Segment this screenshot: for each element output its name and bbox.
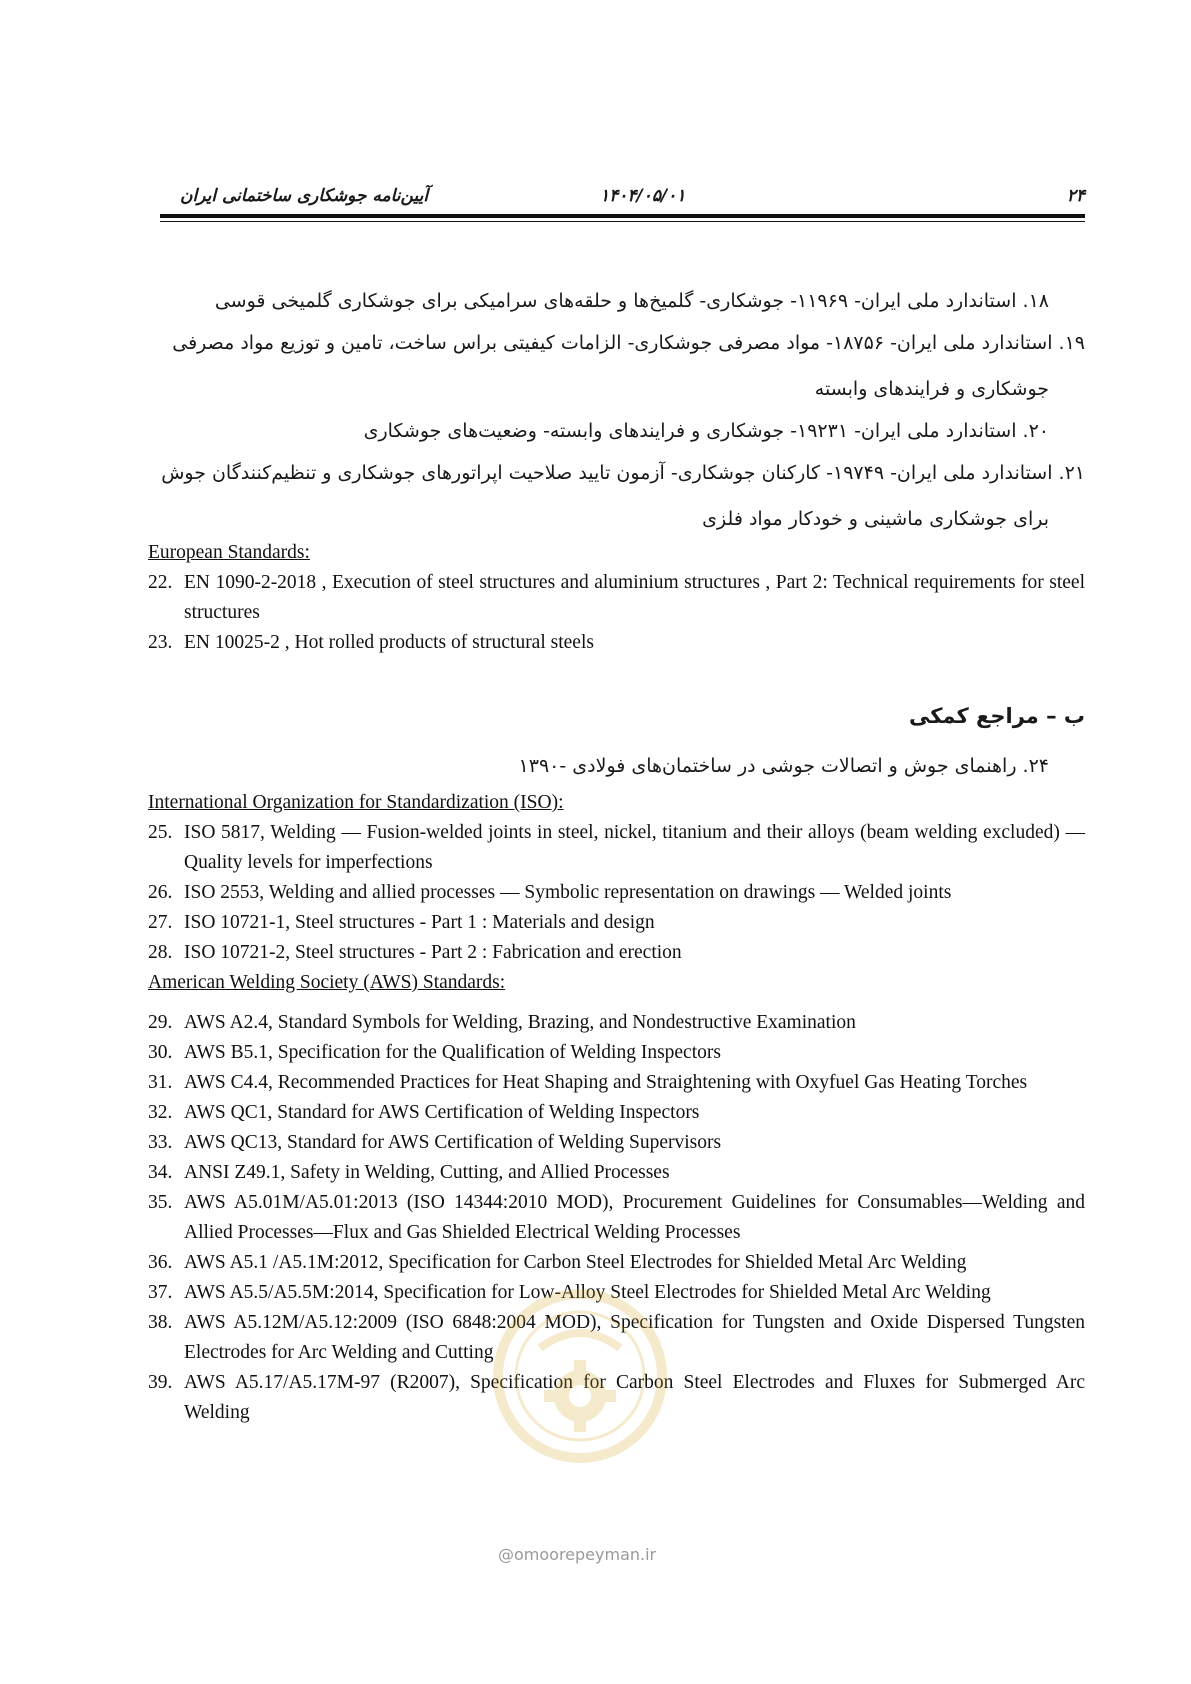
item-number: 30. <box>148 1042 173 1063</box>
document-title: آیین‌نامه جوشکاری ساختمانی ایران <box>180 186 429 206</box>
gear-icon <box>544 1360 616 1432</box>
auxiliary-references-heading: ب – مراجع کمکی <box>908 704 1085 728</box>
item-text: EN 10025-2 , Hot rolled products of structural steels <box>184 632 594 653</box>
item-number: 37. <box>148 1282 173 1303</box>
item-text: AWS A5.5/A5.5M:2014, Specification for Low-Alloy Steel Electrodes for Shielded Metal Arc Welding <box>184 1282 991 1303</box>
reference-item-34 <box>148 1158 1085 1188</box>
european-standards-list <box>148 568 1085 658</box>
header-rule-thick <box>160 214 1085 218</box>
reference-item-21: ۲۱. استاندارد ملی ایران- ۱۹۷۴۹- کارکنان جوشکاری- آزمون تایید صلاحیت اپراتورهای جوشکاری و تنظیم‌کنندگان جوش برای جوشکاری ماشینی و خودکار مواد فلزی <box>161 462 1085 530</box>
item-number: 29. <box>148 1012 173 1033</box>
item-number: 27. <box>148 912 173 933</box>
reference-item-23 <box>148 628 1085 658</box>
aws-standards-label: American Welding Society (AWS) Standards: <box>148 972 506 993</box>
reference-item-35 <box>148 1188 1085 1248</box>
item-text: ANSI Z49.1, Safety in Welding, Cutting, and Allied Processes <box>184 1162 670 1183</box>
header-date: ۱۴۰۴/۰۵/۰۱ <box>600 186 686 206</box>
reference-item-30 <box>148 1038 1085 1068</box>
persian-reference-list <box>148 278 1085 542</box>
watermark-logo <box>492 1288 668 1464</box>
european-standards-label: European Standards: <box>148 542 310 563</box>
item-number: 38. <box>148 1312 173 1333</box>
reference-item-25 <box>148 818 1085 878</box>
reference-item-24: ۲۴. راهنمای جوش و اتصالات جوشی در ساختمان‌های فولادی -۱۳۹۰ <box>518 755 1049 777</box>
item-text: AWS A5.12M/A5.12:2009 (ISO 6848:2004 MOD), Specification for Tungsten and Oxide Dispersed Tungsten Electrodes for Arc Welding and Cutting <box>184 1312 1085 1363</box>
item-number: 25. <box>148 822 173 843</box>
reference-item-27 <box>148 908 1085 938</box>
item-text: ISO 10721-2, Steel structures - Part 2 : Fabrication and erection <box>184 942 682 963</box>
item-number: 28. <box>148 942 173 963</box>
item-text: AWS A5.1 /A5.1M:2012, Specification for Carbon Steel Electrodes for Shielded Metal Arc Welding <box>184 1252 967 1273</box>
page-header <box>160 186 1085 214</box>
reference-item-26 <box>148 878 1085 908</box>
item-text: AWS C4.4, Recommended Practices for Heat Shaping and Straightening with Oxyfuel Gas Heating Torches <box>184 1072 1028 1093</box>
item-text: ISO 5817, Welding — Fusion-welded joints in steel, nickel, titanium and their alloys (beam welding excluded) — Quality levels for imperfections <box>184 822 1085 873</box>
reference-item-18: ۱۸. استاندارد ملی ایران- ۱۱۹۶۹- جوشکاری- گلمیخ‌ها و حلقه‌های سرامیکی برای جوشکاری گلمیخی قوسی <box>214 290 1049 312</box>
item-number: 23. <box>148 632 173 653</box>
reference-item-32 <box>148 1098 1085 1128</box>
item-number: 35. <box>148 1192 173 1213</box>
item-text: AWS B5.1, Specification for the Qualification of Welding Inspectors <box>184 1042 721 1063</box>
item-number: 33. <box>148 1132 173 1153</box>
reference-item-33 <box>148 1128 1085 1158</box>
iso-standards-list <box>148 818 1085 968</box>
watermark-site: @omoorepeyman.ir <box>498 1545 657 1564</box>
item-number: 22. <box>148 572 173 593</box>
item-text: AWS QC1, Standard for AWS Certification of Welding Inspectors <box>184 1102 700 1123</box>
page-content <box>148 278 1085 1428</box>
reference-item-22 <box>148 568 1085 628</box>
reference-item-29 <box>148 1008 1085 1038</box>
reference-item-19: ۱۹. استاندارد ملی ایران- ۱۸۷۵۶- مواد مصرفی جوشکاری- الزامات کیفیتی براس ساخت، تامین و توزیع مواد مصرفی جوشکاری و فرایندهای وابسته <box>172 332 1085 400</box>
item-text: ISO 10721-1, Steel structures - Part 1 : Materials and design <box>184 912 655 933</box>
item-text: AWS QC13, Standard for AWS Certification of Welding Supervisors <box>184 1132 722 1153</box>
item-number: 34. <box>148 1162 173 1183</box>
reference-item-20: ۲۰. استاندارد ملی ایران- ۱۹۲۳۱- جوشکاری و فرایندهای وابسته- وضعیت‌های جوشکاری <box>363 420 1049 442</box>
page-number: ۲۴ <box>1066 186 1085 206</box>
iso-standards-label: International Organization for Standardization (ISO): <box>148 792 564 813</box>
reference-item-31 <box>148 1068 1085 1098</box>
item-number: 31. <box>148 1072 173 1093</box>
item-text: ISO 2553, Welding and allied processes — Symbolic representation on drawings — Welded joints <box>184 882 952 903</box>
item-number: 32. <box>148 1102 173 1123</box>
item-number: 36. <box>148 1252 173 1273</box>
item-text: EN 1090-2-2018 , Execution of steel structures and aluminium structures , Part 2: Technical requirements for steel structures <box>184 572 1085 623</box>
item-number: 26. <box>148 882 173 903</box>
header-rule-thin <box>160 221 1085 222</box>
item-text: AWS A5.01M/A5.01:2013 (ISO 14344:2010 MOD), Procurement Guidelines for Consumables—Welding and Allied Processes—Flux and Gas Shielded Electrical Welding Processes <box>184 1192 1085 1243</box>
item-number: 39. <box>148 1372 173 1393</box>
reference-item-36 <box>148 1248 1085 1278</box>
item-text: AWS A2.4, Standard Symbols for Welding, Brazing, and Nondestructive Examination <box>184 1012 856 1033</box>
reference-item-28 <box>148 938 1085 968</box>
item-text: AWS A5.17/A5.17M-97 (R2007), Specification for Carbon Steel Electrodes and Fluxes for Submerged Arc Welding <box>184 1372 1085 1423</box>
